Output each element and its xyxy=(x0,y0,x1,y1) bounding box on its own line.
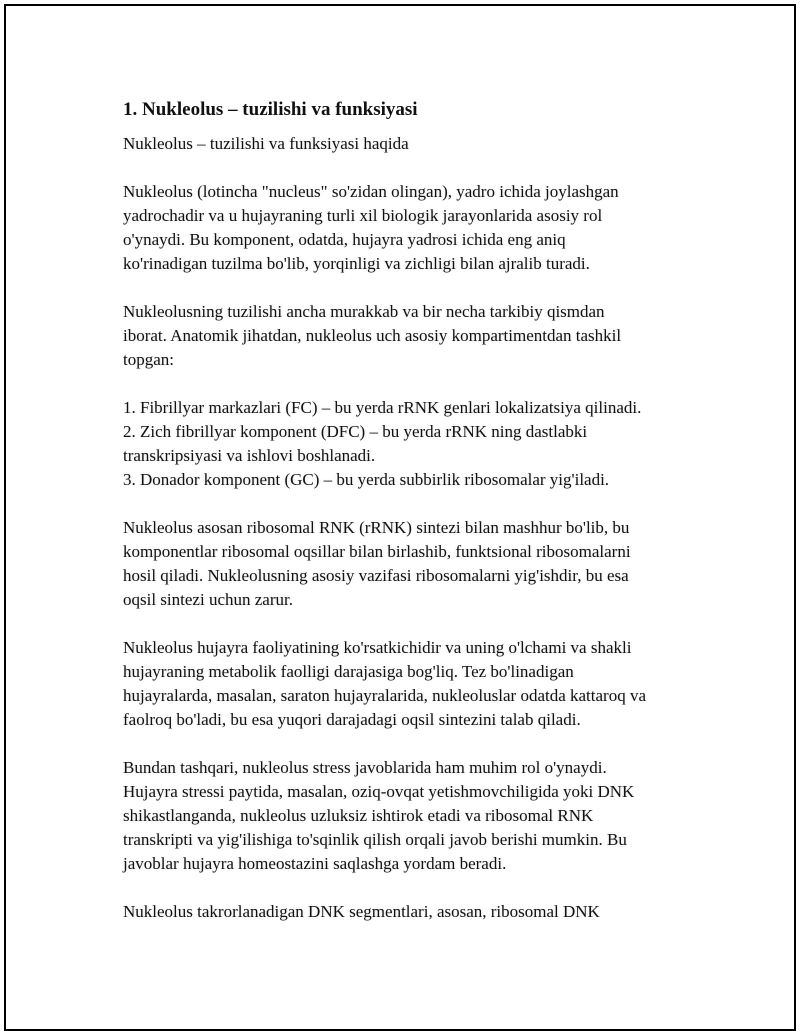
subtitle-paragraph xyxy=(123,132,713,156)
text-line: topgan: xyxy=(123,350,174,369)
text-line: faolroq bo'ladi, bu esa yuqori darajadagi oqsil sintezini talab qiladi. xyxy=(123,710,581,729)
body-paragraph xyxy=(123,300,713,372)
text-line: Nukleolus (lotincha "nucleus" so'zidan olingan), yadro ichida joylashgan xyxy=(123,182,619,201)
body-paragraph xyxy=(123,396,713,492)
text-line: Nukleolus asosan ribosomal RNK (rRNK) sintezi bilan mashhur bo'lib, bu xyxy=(123,518,630,537)
text-line: 2. Zich fibrillyar komponent (DFC) – bu yerda rRNK ning dastlabki xyxy=(123,422,588,441)
text-line: transkripsiyasi va ishlovi boshlanadi. xyxy=(123,446,376,465)
text-line: 3. Donador komponent (GC) – bu yerda subbirlik ribosomalar yig'iladi. xyxy=(123,470,610,489)
text-line: Hujayra stressi paytida, masalan, oziq-ovqat yetishmovchiligida yoki DNK xyxy=(123,782,635,801)
text-line: Bundan tashqari, nukleolus stress javoblarida ham muhim rol o'ynaydi. xyxy=(123,758,607,777)
body-paragraph xyxy=(123,636,713,732)
document-body xyxy=(123,98,713,948)
body-paragraph xyxy=(123,516,713,612)
text-line: iborat. Anatomik jihatdan, nukleolus uch asosiy kompartimentdan tashkil xyxy=(123,326,622,345)
text-line: Nukleolus takrorlanadigan DNK segmentlari, asosan, ribosomal DNK xyxy=(123,902,600,921)
body-paragraph xyxy=(123,180,713,276)
text-line: komponentlar ribosomal oqsillar bilan birlashib, funktsional ribosomalarni xyxy=(123,542,631,561)
text-line: Nukleolus – tuzilishi va funksiyasi haqida xyxy=(123,134,409,153)
text-line: hujayraning metabolik faolligi darajasiga bog'liq. Tez bo'linadigan xyxy=(123,662,574,681)
text-line: yadrochadir va u hujayraning turli xil biologik jarayonlarida asosiy rol xyxy=(123,206,603,225)
body-paragraph xyxy=(123,756,713,876)
text-line: Nukleolusning tuzilishi ancha murakkab va bir necha tarkibiy qismdan xyxy=(123,302,605,321)
text-line: Nukleolus hujayra faoliyatining ko'rsatkichidir va uning o'lchami va shakli xyxy=(123,638,632,657)
page-frame xyxy=(4,4,796,1031)
text-line: oqsil sintezi uchun zarur. xyxy=(123,590,293,609)
text-line: transkripti va yig'ilishiga to'sqinlik qilish orqali javob berishi mumkin. Bu xyxy=(123,830,627,849)
text-line: javoblar hujayra homeostazini saqlashga yordam beradi. xyxy=(123,854,507,873)
text-line: hosil qiladi. Nukleolusning asosiy vazifasi ribosomalarni yig'ishdir, bu esa xyxy=(123,566,629,585)
paragraph-list xyxy=(123,132,713,924)
body-paragraph xyxy=(123,900,713,924)
text-line: o'ynaydi. Bu komponent, odatda, hujayra yadrosi ichida eng aniq xyxy=(123,230,566,249)
document-title: 1. Nukleolus – tuzilishi va funksiyasi xyxy=(123,99,418,120)
text-line: shikastlanganda, nukleolus uzluksiz ishtirok etadi va ribosomal RNK xyxy=(123,806,594,825)
text-line: hujayralarda, masalan, saraton hujayralarida, nukleoluslar odatda kattaroq va xyxy=(123,686,647,705)
text-line: 1. Fibrillyar markazlari (FC) – bu yerda rRNK genlari lokalizatsiya qilinadi. xyxy=(123,398,642,417)
text-line: ko'rinadigan tuzilma bo'lib, yorqinligi va zichligi bilan ajralib turadi. xyxy=(123,254,590,273)
